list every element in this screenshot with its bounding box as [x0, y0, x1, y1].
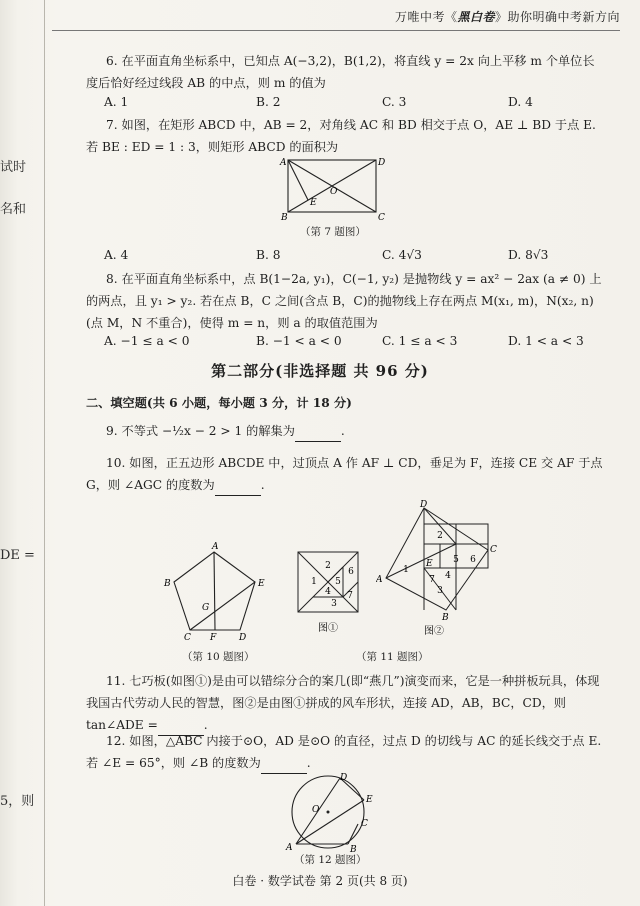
svg-text:4: 4: [325, 587, 331, 597]
tangram-figure-1: [290, 548, 366, 634]
svg-text:3: 3: [331, 599, 337, 609]
svg-text:O: O: [312, 805, 320, 815]
svg-text:2: 2: [437, 531, 443, 541]
circle-figure: [282, 772, 382, 854]
svg-text:2: 2: [325, 561, 331, 571]
svg-text:图②: 图②: [424, 626, 444, 637]
header-rule: [52, 30, 620, 31]
question-9: 9. 不等式 −½x − 2 > 1 的解集为 .: [86, 420, 606, 442]
svg-text:1: 1: [403, 565, 409, 575]
fill-in-section-title: 二、填空题(共 6 小题，每小题 3 分，计 18 分): [86, 396, 352, 410]
svg-text:6: 6: [470, 555, 476, 565]
svg-text:7: 7: [347, 591, 353, 601]
answer-blank-9: [295, 429, 341, 442]
brand-name: 黑白卷: [457, 10, 495, 24]
svg-text:C: C: [378, 213, 385, 223]
svg-text:7: 7: [429, 575, 435, 585]
circle-center-dot: [327, 811, 330, 814]
svg-text:F: F: [210, 633, 217, 642]
tangram-windmill-figure-2: [376, 498, 500, 638]
svg-text:5: 5: [335, 577, 341, 587]
svg-text:6: 6: [348, 567, 354, 577]
question-12: 12. 如图，△ABC 内接于⊙O，AD 是⊙O 的直径，过点 D 的切线与 AC 的延长线交于点 E. 若 ∠E = 65°，则 ∠B 的度数为 .: [86, 730, 606, 774]
svg-text:E: E: [310, 198, 317, 208]
question-11: 11. 七巧板(如图①)是由可以错综分合的案几(即“燕几”)演变而来，它是一种拼板玩具，体现我国古代劳动人民的智慧，图②是由图①拼成的风车形状，连接 AD，AB，BC，CD，则 tan∠ADE = .: [86, 670, 606, 736]
margin-text-3: DE =: [0, 548, 35, 563]
question-8-options: A. −1 ≤ a < 0 B. −1 < a < 0 C. 1 ≤ a < 3 D. 1 < a < 3: [104, 334, 584, 348]
question-11-caption: （第 11 题图）: [356, 651, 429, 663]
pentagon-figure: [160, 540, 272, 642]
svg-text:O: O: [330, 187, 338, 197]
svg-text:G: G: [202, 603, 210, 613]
question-8: 8. 在平面直角坐标系中，点 B(1−2a, y₁)，C(−1, y₂) 是抛物线 y = ax² − 2ax (a ≠ 0) 上的两点，且 y₁ > y₂. 若在点 B，C 之间(含点 B，C)的抛物线上存在两点 M(x₁, m)，N(x₂, n)(点 M，N 不重合)，使得 m = n，则 a 的取值范围为: [86, 272, 602, 330]
svg-text:A: A: [376, 575, 383, 585]
svg-text:E: E: [366, 795, 373, 805]
svg-text:5: 5: [453, 555, 459, 565]
svg-text:D: D: [239, 633, 247, 642]
svg-text:A: A: [280, 158, 287, 168]
part-2-title: 第二部分(非选择题 共 96 分): [211, 362, 429, 380]
svg-text:B: B: [350, 845, 357, 854]
question-6-options: A. 1 B. 2 C. 3 D. 4: [104, 95, 533, 109]
svg-text:图①: 图①: [318, 623, 338, 634]
question-7: 7. 如图，在矩形 ABCD 中，AB = 2，对角线 AC 和 BD 相交于点 O，AE ⊥ BD 于点 E. 若 BE : ED = 1 : 3，则矩形 ABCD 的面积为: [86, 118, 596, 154]
svg-text:B: B: [164, 579, 171, 589]
svg-text:D: D: [378, 158, 386, 168]
answer-blank-10: [215, 483, 261, 496]
rectangle-figure: [278, 154, 388, 224]
svg-text:C: C: [490, 545, 497, 555]
question-6: 6. 在平面直角坐标系中，已知点 A(−3,2)，B(1,2)，将直线 y = 2x 向上平移 m 个单位长度后恰好经过线段 AB 的中点，则 m 的值为: [86, 54, 595, 90]
svg-text:D: D: [340, 773, 348, 783]
svg-text:C: C: [184, 633, 191, 642]
svg-text:A: A: [212, 542, 219, 552]
page-footer: 白卷 · 数学试卷 第 2 页(共 8 页): [232, 874, 408, 888]
svg-text:A: A: [286, 843, 293, 853]
margin-text-1: 试时: [0, 160, 27, 175]
page-header: 万唯中考《黑白卷》助你明确中考新方向: [394, 10, 620, 24]
question-12-caption: （第 12 题图）: [294, 854, 367, 866]
question-7-caption: （第 7 题图）: [300, 226, 366, 238]
svg-text:B: B: [281, 213, 288, 223]
margin-text-4: 5，则: [0, 794, 35, 809]
svg-text:4: 4: [445, 571, 451, 581]
question-10-caption: （第 10 题图）: [182, 651, 255, 663]
svg-text:B: B: [442, 613, 449, 623]
svg-text:1: 1: [311, 577, 317, 587]
svg-text:C: C: [361, 819, 368, 829]
svg-text:E: E: [426, 559, 433, 569]
margin-text-2: 名和: [0, 202, 27, 217]
svg-text:3: 3: [437, 586, 443, 596]
question-10: 10. 如图，正五边形 ABCDE 中，过顶点 A 作 AF ⊥ CD，垂足为 F，连接 CE 交 AF 于点 G，则 ∠AGC 的度数为 .: [86, 452, 606, 496]
svg-text:E: E: [258, 579, 265, 589]
svg-text:D: D: [420, 500, 428, 510]
question-7-options: A. 4 B. 8 C. 4√3 D. 8√3: [104, 248, 549, 262]
binding-line: [44, 0, 45, 906]
